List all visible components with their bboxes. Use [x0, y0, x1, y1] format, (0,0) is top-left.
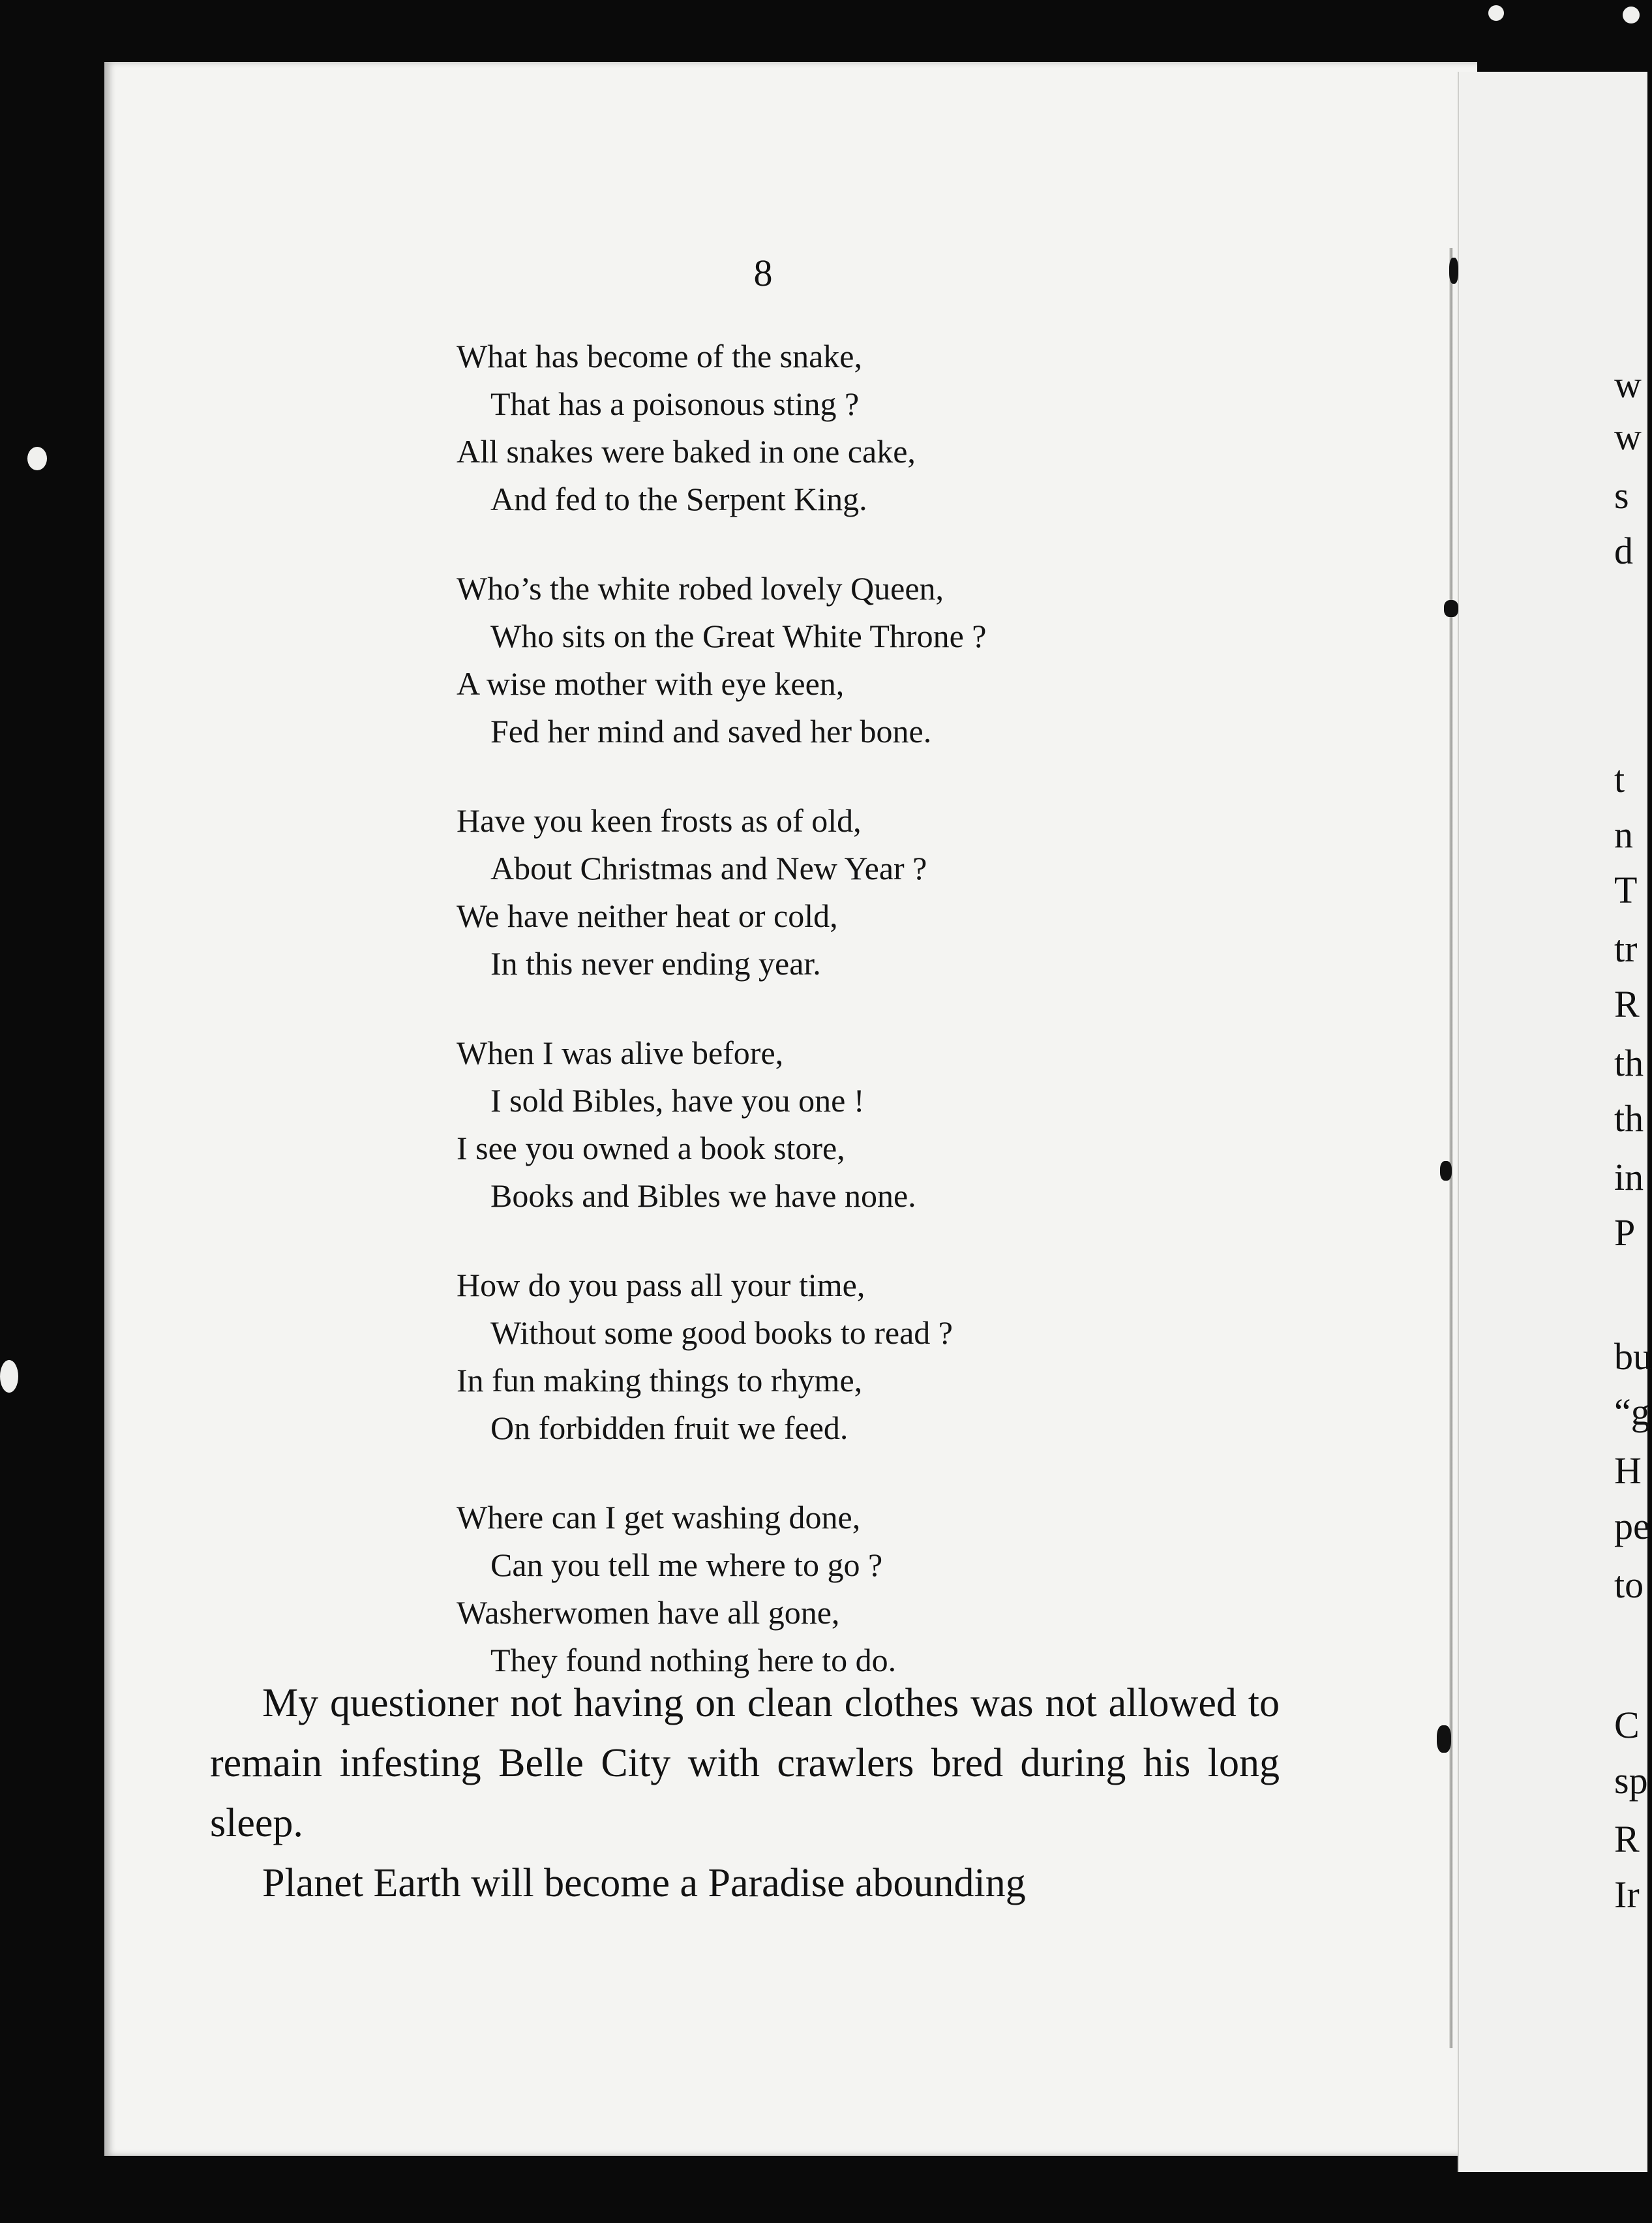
poem-stanza [457, 797, 1357, 988]
poem-line: In fun making things to rhyme, [457, 1362, 863, 1399]
binding-mark [1444, 600, 1458, 617]
poem-line: How do you pass all your time, [457, 1267, 865, 1303]
binding-mark [1440, 1161, 1452, 1181]
dust-speck [1488, 5, 1504, 21]
poem-stanza [457, 1262, 1357, 1452]
poem-line: I sold Bibles, have you one ! [490, 1082, 865, 1119]
facing-page-fragment: d [1614, 530, 1633, 572]
prose-text [210, 1673, 1280, 1913]
facing-page-fragment: Ir [1614, 1873, 1640, 1916]
facing-page-fragment: in [1614, 1156, 1644, 1198]
page-gutter [1449, 248, 1453, 2048]
poem-line: We have neither heat or cold, [457, 898, 838, 934]
binding-mark [1449, 258, 1458, 284]
poem-line: They found nothing here to do. [490, 1642, 897, 1678]
facing-page-fragment: H [1614, 1449, 1642, 1492]
facing-page-fragment: w [1614, 363, 1642, 406]
poem-line: About Christmas and New Year ? [490, 850, 927, 886]
poem-stanza [457, 1494, 1357, 1684]
poem-line: A wise mother with eye keen, [457, 665, 845, 702]
prose-paragraph: Planet Earth will become a Paradise abounding [262, 1861, 1026, 1905]
poem-line: On forbidden fruit we feed. [490, 1410, 849, 1446]
poem-line: All snakes were baked in one cake, [457, 433, 916, 470]
poem-line: In this never ending year. [490, 945, 821, 982]
dust-speck [1623, 7, 1640, 23]
facing-page-fragment: w [1614, 416, 1642, 458]
facing-page-fragment: tr [1614, 928, 1638, 970]
facing-page-fragment: th [1614, 1097, 1644, 1140]
facing-page-fragment: t [1614, 758, 1625, 800]
poem-stanza [457, 565, 1357, 755]
facing-page-fragment: to [1614, 1564, 1644, 1606]
facing-page-fragment: R [1614, 1818, 1640, 1860]
facing-page-fragment: T [1614, 869, 1638, 911]
poem-line: Who’s the white robed lovely Queen, [457, 570, 944, 607]
poem-line: Have you keen frosts as of old, [457, 802, 862, 839]
facing-page-fragment: “g [1614, 1391, 1650, 1433]
poem-line: Washerwomen have all gone, [457, 1594, 840, 1631]
poem-stanza [457, 1029, 1357, 1220]
page-number: 8 [753, 252, 773, 294]
facing-page-fragment: sp [1614, 1759, 1648, 1802]
facing-page-fragment: R [1614, 983, 1640, 1025]
facing-page-fragment: s [1614, 474, 1629, 517]
poem-line: Where can I get washing done, [457, 1499, 861, 1535]
dust-speck [0, 1360, 18, 1393]
poem-line: Without some good books to read ? [490, 1314, 953, 1351]
facing-page-fragment: th [1614, 1042, 1644, 1084]
poem-line: Books and Bibles we have none. [490, 1177, 916, 1214]
poem [457, 333, 1357, 1726]
facing-page-fragment: pe [1614, 1505, 1650, 1547]
prose-paragraph: My questioner not having on clean clothes was not allowed to remain infesting Belle City with crawlers bred during his long sleep. [210, 1681, 1280, 1845]
dust-speck [27, 447, 47, 470]
poem-line: Fed her mind and saved her bone. [490, 713, 932, 749]
poem-line: That has a poisonous sting ? [490, 386, 860, 422]
binding-mark [1437, 1725, 1451, 1753]
facing-page-fragment: P [1614, 1211, 1636, 1254]
poem-line: I see you owned a book store, [457, 1130, 845, 1166]
poem-line: Can you tell me where to go ? [490, 1547, 883, 1583]
facing-page-fragment: n [1614, 813, 1633, 856]
poem-line: And fed to the Serpent King. [490, 481, 867, 517]
poem-stanza [457, 333, 1357, 523]
poem-line: When I was alive before, [457, 1035, 784, 1071]
poem-line: What has become of the snake, [457, 338, 862, 374]
facing-page-fragment: bu [1614, 1335, 1652, 1378]
poem-line: Who sits on the Great White Throne ? [490, 618, 987, 654]
facing-page-fragment: C [1614, 1704, 1640, 1746]
